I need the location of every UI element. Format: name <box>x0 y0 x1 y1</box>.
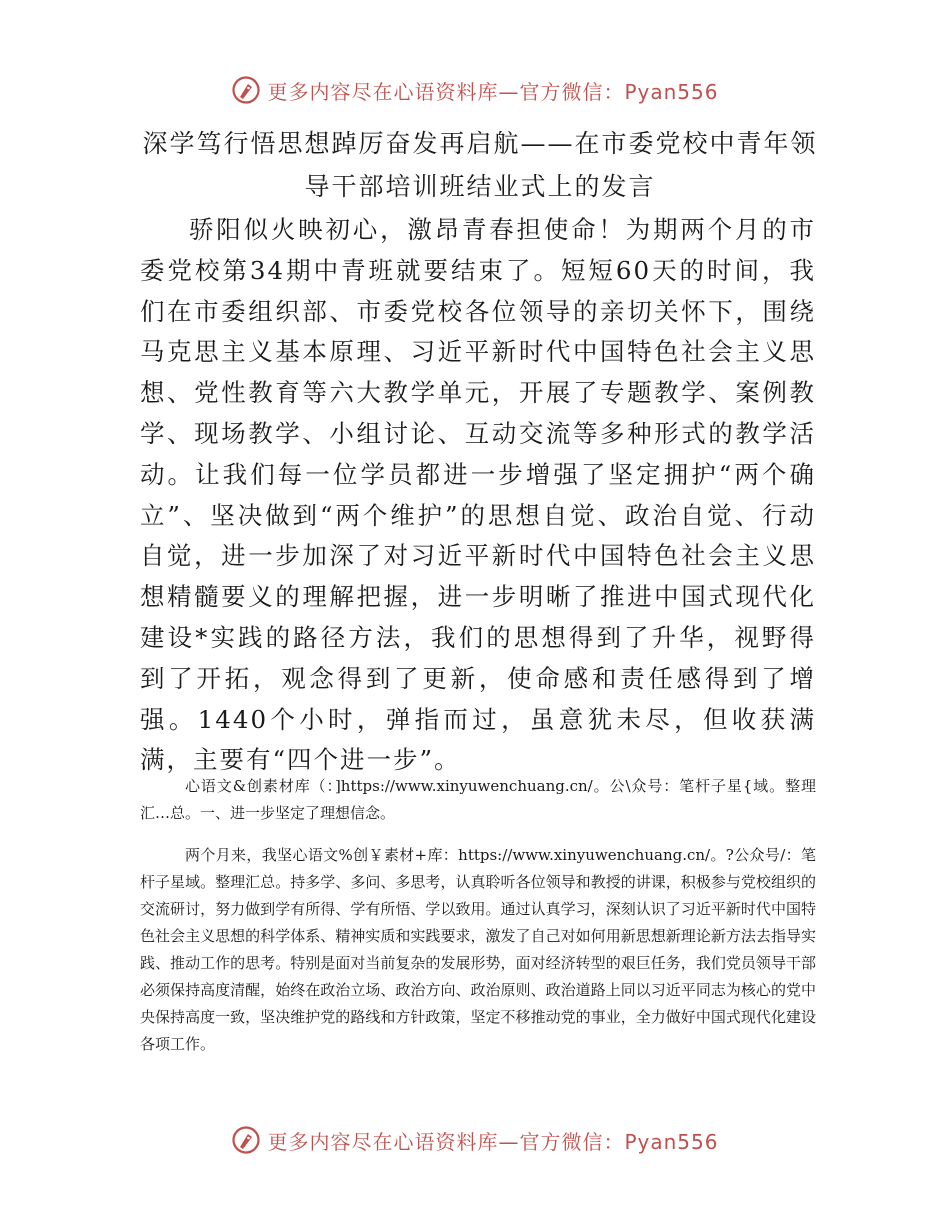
paragraph-3: 两个月来，我坚心语文%创￥素材+库：https://www.xinyuwenchuang.cn/。?公众号/：笔杆子星域。整理汇总。持多学、多问、多思考，认真聆听各位领导和教授的讲课，积极参与党校组织的交流研讨，努力做到学有所得、学有所悟、学以致用。通过认真学习，深刻认识了习近平新时代中国特色社会主义思想的科学体系、精神实质和实践要求，激发了自己对如何用新思想新理论新方法去指导实践、推动工作的思考。特别是面对当前复杂的发展形势，面对经济转型的艰巨任务，我们党员领导干部必须保持高度清醒，始终在政治立场、政治方向、政治原则、政治道路上同以习近平同志为核心的党中央保持高度一致，坚决维护党的路线和方针政策，坚定不移推动党的事业，全力做好中国式现代化建设各项工作。 <box>140 846 816 1053</box>
banner-text: 更多内容尽在心语资料库—官方微信：Pyan556 <box>267 79 719 104</box>
paragraph-2: 心语文&创素材库（：]https://www.xinyuwenchuang.cn/。公\众号：笔杆子星{域。整理汇…总。一、进一步坚定了理想信念。 <box>140 777 816 822</box>
document-title: 深学笃行悟思想踔厉奋发再启航——在市委党校中青年领导干部培训班结业式上的发言 <box>142 129 818 201</box>
main-paragraph: 骄阳似火映初心，激昂青春担使命！为期两个月的市委党校第34期中青班就要结束了。短短60天的时间，我们在市委组织部、市委党校各位领导的亲切关怀下，围绕马克思主义基本原理、习近平新时代中国特色社会主义思想、党性教育等六大教学单元，开展了专题教学、案例教学、现场教学、小组讨论、互动交流等多种形式的教学活动。让我们每一位学员都进一步增强了坚定拥护“两个确立”、坚决做到“两个维护”的思想自觉、政治自觉、行动自觉，进一步加深了对习近平新时代中国特色社会主义思想精髓要义的理解把握，进一步明晰了推进中国式现代化建设*实践的路径方法，我们的思想得到了升华，视野得到了开拓，观念得到了更新，使命感和责任感得到了增强。1440个小时，弹指而过，虽意犹未尽，但收获满满，主要有“四个进一步”。 <box>140 215 816 775</box>
pen-nib-logo-icon <box>231 1125 261 1155</box>
pen-nib-logo-icon <box>231 75 261 105</box>
header-banner <box>0 70 950 110</box>
banner-text: 更多内容尽在心语资料库—官方微信：Pyan556 <box>267 1129 719 1154</box>
footer-banner <box>0 1120 950 1160</box>
